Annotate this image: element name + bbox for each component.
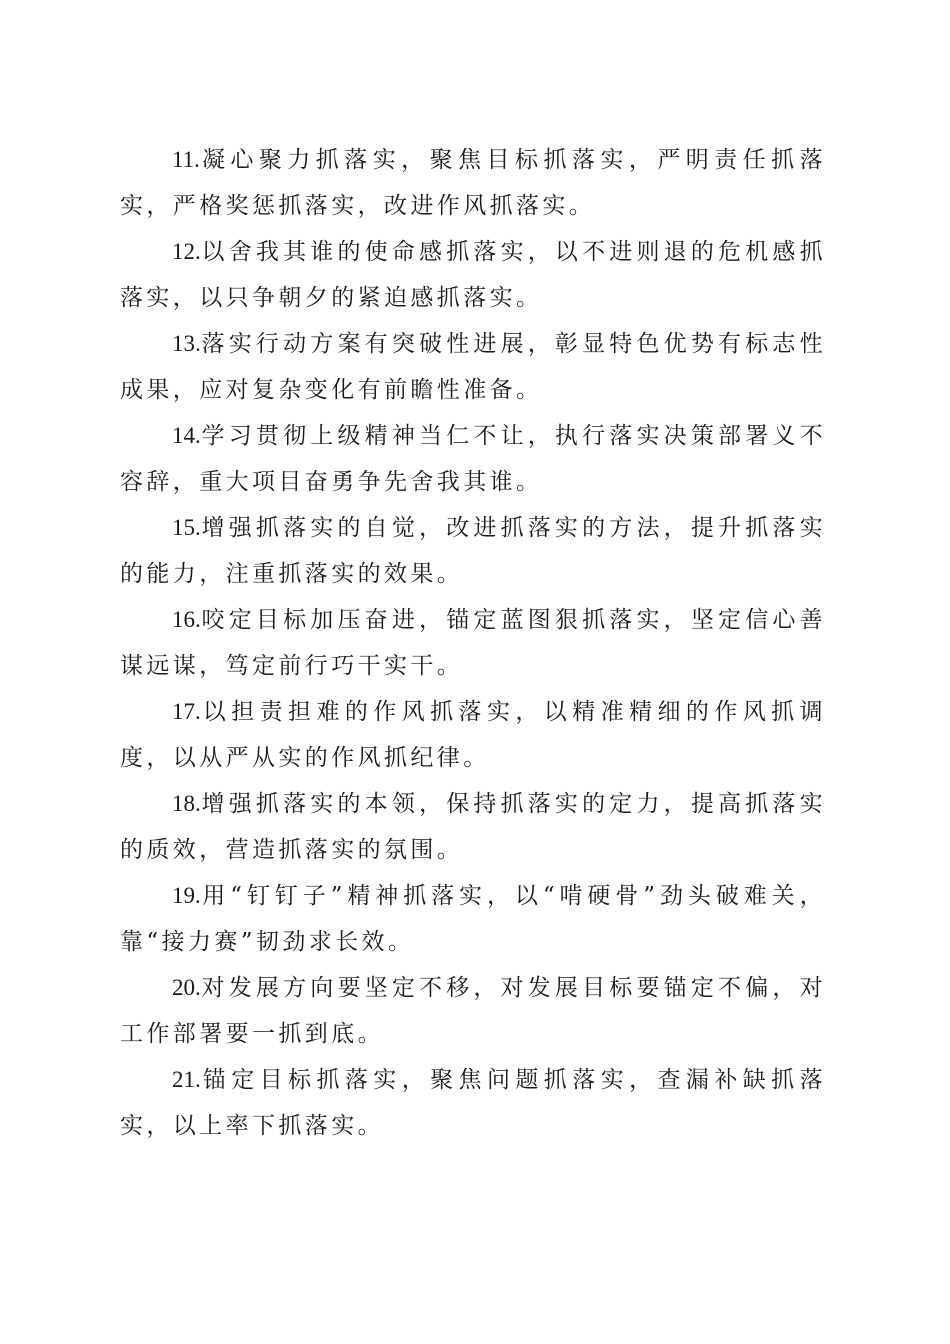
item-number: 18. xyxy=(172,791,201,816)
list-item xyxy=(120,1057,826,1149)
item-text: 用“钉钉子”精神抓落实，以“啃硬骨”劲头破难关，靠“接力赛”韧劲求长效。 xyxy=(120,883,826,955)
item-number: 14. xyxy=(172,423,201,448)
item-number: 21. xyxy=(172,1067,201,1092)
item-text: 凝心聚力抓落实，聚焦目标抓落实，严明责任抓落实，严格奖惩抓落实，改进作风抓落实。 xyxy=(120,147,826,219)
item-number: 17. xyxy=(172,699,201,724)
document-body xyxy=(120,137,826,1149)
item-number: 15. xyxy=(172,515,201,540)
list-item xyxy=(120,965,826,1057)
item-text: 增强抓落实的本领，保持抓落实的定力，提高抓落实的质效，营造抓落实的氛围。 xyxy=(120,791,826,863)
list-item xyxy=(120,689,826,781)
item-number: 16. xyxy=(172,607,201,632)
item-text: 以担责担难的作风抓落实，以精准精细的作风抓调度，以从严从实的作风抓纪律。 xyxy=(120,699,826,771)
item-text: 增强抓落实的自觉，改进抓落实的方法，提升抓落实的能力，注重抓落实的效果。 xyxy=(120,515,826,587)
item-text: 锚定目标抓落实，聚焦问题抓落实，查漏补缺抓落实，以上率下抓落实。 xyxy=(120,1067,826,1139)
list-item xyxy=(120,873,826,965)
item-text: 咬定目标加压奋进，锚定蓝图狠抓落实，坚定信心善谋远谋，笃定前行巧干实干。 xyxy=(120,607,826,679)
list-item xyxy=(120,597,826,689)
list-item xyxy=(120,229,826,321)
list-item xyxy=(120,781,826,873)
item-number: 12. xyxy=(172,239,201,264)
item-number: 13. xyxy=(172,331,201,356)
item-number: 20. xyxy=(172,975,201,1000)
item-text: 以舍我其谁的使命感抓落实，以不进则退的危机感抓落实，以只争朝夕的紧迫感抓落实。 xyxy=(120,239,826,311)
item-text: 对发展方向要坚定不移，对发展目标要锚定不偏，对工作部署要一抓到底。 xyxy=(120,975,826,1047)
list-item xyxy=(120,137,826,229)
item-number: 11. xyxy=(172,147,200,172)
item-text: 落实行动方案有突破性进展，彰显特色优势有标志性成果，应对复杂变化有前瞻性准备。 xyxy=(120,331,826,403)
item-text: 学习贯彻上级精神当仁不让，执行落实决策部署义不容辞，重大项目奋勇争先舍我其谁。 xyxy=(120,423,826,495)
item-number: 19. xyxy=(172,883,201,908)
list-item xyxy=(120,413,826,505)
list-item xyxy=(120,505,826,597)
list-item xyxy=(120,321,826,413)
